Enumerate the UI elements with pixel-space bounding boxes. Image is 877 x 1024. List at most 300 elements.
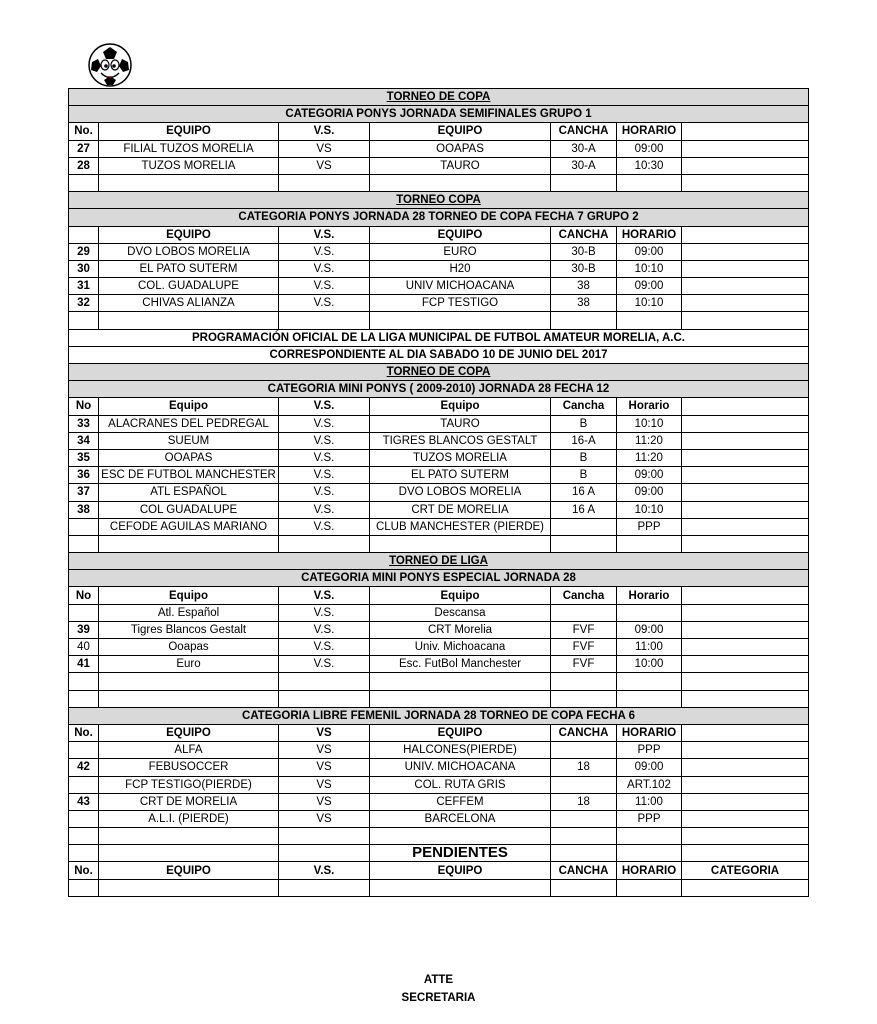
- table-row: [69, 432, 809, 449]
- table-cell: OOAPAS: [99, 449, 279, 466]
- column-header: Cancha: [551, 398, 617, 415]
- footer-atte: ATTE: [423, 974, 454, 986]
- table-cell: A.L.I. (PIERDE): [99, 810, 279, 827]
- column-header: V.S.: [279, 398, 370, 415]
- table-row: [69, 209, 809, 226]
- column-header: [682, 724, 809, 741]
- table-cell: FCP TESTIGO(PIERDE): [99, 776, 279, 793]
- table-cell: V.S.: [279, 260, 370, 277]
- table-row: [69, 329, 809, 346]
- table-row: [69, 123, 809, 140]
- column-header: [682, 226, 809, 243]
- column-header: No.: [69, 862, 99, 879]
- column-header: EQUIPO: [99, 724, 279, 741]
- table-row: [69, 673, 809, 690]
- table-cell: [551, 174, 617, 191]
- table-cell: 16-A: [551, 432, 617, 449]
- table-cell: FILIAL TUZOS MORELIA: [99, 140, 279, 157]
- table-cell: [617, 828, 682, 845]
- table-cell: COL. GUADALUPE: [99, 278, 279, 295]
- table-cell: [99, 174, 279, 191]
- table-cell: [682, 312, 809, 329]
- section-title: TORNEO DE COPA: [69, 89, 809, 106]
- table-cell: V.S.: [279, 295, 370, 312]
- table-cell: [370, 690, 551, 707]
- column-header: V.S.: [279, 587, 370, 604]
- column-header: EQUIPO: [99, 226, 279, 243]
- table-row: [69, 759, 809, 776]
- table-cell: SUEUM: [99, 432, 279, 449]
- column-header: HORARIO: [617, 226, 682, 243]
- section-title: CATEGORIA MINI PONYS ESPECIAL JORNADA 28: [69, 570, 809, 587]
- table-cell: EL PATO SUTERM: [99, 260, 279, 277]
- table-cell: 28: [69, 157, 99, 174]
- table-cell: H20: [370, 260, 551, 277]
- table-cell: [69, 673, 99, 690]
- table-cell: [682, 690, 809, 707]
- table-row: [69, 776, 809, 793]
- table-cell: [279, 312, 370, 329]
- table-cell: B: [551, 415, 617, 432]
- table-cell: Esc. FutBol Manchester: [370, 656, 551, 673]
- column-header: CANCHA: [551, 123, 617, 140]
- table-cell: CRT DE MORELIA: [99, 793, 279, 810]
- column-header: HORARIO: [617, 724, 682, 741]
- table-cell: [99, 879, 279, 896]
- table-cell: [682, 879, 809, 896]
- table-row: [69, 535, 809, 552]
- column-header: CANCHA: [551, 862, 617, 879]
- table-cell: 10:10: [617, 295, 682, 312]
- table-cell: [682, 140, 809, 157]
- table-row: [69, 656, 809, 673]
- table-cell: [551, 535, 617, 552]
- table-row: [69, 364, 809, 381]
- column-header: [682, 123, 809, 140]
- column-header: EQUIPO: [370, 226, 551, 243]
- table-cell: 09:00: [617, 484, 682, 501]
- table-row: [69, 312, 809, 329]
- table-cell: V.S.: [279, 656, 370, 673]
- table-cell: Ooapas: [99, 639, 279, 656]
- table-cell: CHIVAS ALIANZA: [99, 295, 279, 312]
- table-cell: 09:00: [617, 278, 682, 295]
- table-cell: [279, 690, 370, 707]
- table-cell: CEFODE AGUILAS MARIANO: [99, 518, 279, 535]
- table-cell: [682, 656, 809, 673]
- table-cell: [370, 535, 551, 552]
- section-title: TORNEO COPA: [69, 192, 809, 209]
- section-title: CATEGORIA MINI PONYS ( 2009-2010) JORNADA 28 FECHA 12: [69, 381, 809, 398]
- table-row: [69, 398, 809, 415]
- table-cell: HALCONES(PIERDE): [370, 742, 551, 759]
- table-cell: DVO LOBOS MORELIA: [99, 243, 279, 260]
- table-cell: 10:30: [617, 157, 682, 174]
- table-cell: [69, 690, 99, 707]
- table-row: [69, 793, 809, 810]
- table-row: [69, 828, 809, 845]
- table-cell: [69, 810, 99, 827]
- table-cell: 09:00: [617, 243, 682, 260]
- table-cell: [682, 845, 809, 862]
- column-header: Cancha: [551, 587, 617, 604]
- table-cell: 35: [69, 449, 99, 466]
- table-row: [69, 278, 809, 295]
- table-cell: VS: [279, 810, 370, 827]
- table-cell: [279, 879, 370, 896]
- table-cell: [69, 845, 99, 862]
- table-cell: V.S.: [279, 621, 370, 638]
- table-cell: 41: [69, 656, 99, 673]
- table-cell: [99, 673, 279, 690]
- table-cell: [617, 845, 682, 862]
- table-cell: Tigres Blancos Gestalt: [99, 621, 279, 638]
- table-row: [69, 295, 809, 312]
- table-cell: CEFFEM: [370, 793, 551, 810]
- table-cell: V.S.: [279, 518, 370, 535]
- table-cell: [279, 673, 370, 690]
- table-row: [69, 226, 809, 243]
- table-cell: [682, 621, 809, 638]
- table-cell: PPP: [617, 518, 682, 535]
- table-cell: DVO LOBOS MORELIA: [370, 484, 551, 501]
- table-cell: 09:00: [617, 140, 682, 157]
- table-cell: 10:10: [617, 260, 682, 277]
- footer-secretaria: SECRETARIA: [401, 992, 476, 1004]
- column-header: EQUIPO: [370, 123, 551, 140]
- table-cell: TAURO: [370, 157, 551, 174]
- table-cell: 16 A: [551, 484, 617, 501]
- table-cell: [682, 759, 809, 776]
- table-cell: [69, 518, 99, 535]
- table-cell: [551, 690, 617, 707]
- header-text: CORRESPONDIENTE AL DIA SABADO 10 DE JUNIO DEL 2017: [69, 346, 809, 363]
- table-cell: [617, 673, 682, 690]
- table-cell: [370, 673, 551, 690]
- table-cell: B: [551, 449, 617, 466]
- table-cell: V.S.: [279, 415, 370, 432]
- table-cell: EURO: [370, 243, 551, 260]
- table-row: [69, 484, 809, 501]
- table-row: [69, 879, 809, 896]
- table-cell: [682, 828, 809, 845]
- table-cell: [279, 535, 370, 552]
- table-row: [69, 346, 809, 363]
- column-header: Equipo: [99, 398, 279, 415]
- column-header: [69, 226, 99, 243]
- table-cell: 38: [551, 278, 617, 295]
- table-cell: 36: [69, 467, 99, 484]
- table-row: [69, 415, 809, 432]
- table-row: [69, 604, 809, 621]
- column-header: CATEGORIA: [682, 862, 809, 879]
- section-title: CATEGORIA LIBRE FEMENIL JORNADA 28 TORNEO DE COPA FECHA 6: [69, 707, 809, 724]
- pending-title: PENDIENTES: [370, 845, 551, 862]
- table-cell: 43: [69, 793, 99, 810]
- table-cell: VS: [279, 759, 370, 776]
- table-cell: [617, 535, 682, 552]
- table-cell: [551, 828, 617, 845]
- table-cell: 09:00: [617, 621, 682, 638]
- table-cell: COL GUADALUPE: [99, 501, 279, 518]
- table-cell: [99, 312, 279, 329]
- table-cell: Univ. Michoacana: [370, 639, 551, 656]
- table-row: [69, 157, 809, 174]
- table-cell: 34: [69, 432, 99, 449]
- table-cell: [682, 518, 809, 535]
- table-cell: [682, 295, 809, 312]
- table-cell: [551, 518, 617, 535]
- table-cell: 09:00: [617, 759, 682, 776]
- table-cell: EL PATO SUTERM: [370, 467, 551, 484]
- table-row: [69, 106, 809, 123]
- table-cell: COL. RUTA GRIS: [370, 776, 551, 793]
- section-title: CATEGORIA PONYS JORNADA 28 TORNEO DE COPA FECHA 7 GRUPO 2: [69, 209, 809, 226]
- table-cell: VS: [279, 776, 370, 793]
- table-cell: TUZOS MORELIA: [99, 157, 279, 174]
- table-cell: [682, 742, 809, 759]
- table-row: [69, 449, 809, 466]
- table-cell: 38: [551, 295, 617, 312]
- table-cell: [551, 776, 617, 793]
- table-cell: CRT Morelia: [370, 621, 551, 638]
- column-header: Equipo: [370, 398, 551, 415]
- column-header: Horario: [617, 587, 682, 604]
- table-cell: [69, 879, 99, 896]
- table-cell: 32: [69, 295, 99, 312]
- table-cell: [682, 776, 809, 793]
- table-row: [69, 845, 809, 862]
- column-header: EQUIPO: [370, 862, 551, 879]
- table-cell: [551, 845, 617, 862]
- table-cell: TIGRES BLANCOS GESTALT: [370, 432, 551, 449]
- column-header: EQUIPO: [370, 724, 551, 741]
- table-cell: V.S.: [279, 243, 370, 260]
- table-cell: V.S.: [279, 449, 370, 466]
- table-row: [69, 243, 809, 260]
- table-cell: [617, 879, 682, 896]
- table-cell: VS: [279, 793, 370, 810]
- table-cell: [617, 312, 682, 329]
- table-row: [69, 621, 809, 638]
- table-cell: VS: [279, 140, 370, 157]
- table-cell: [682, 484, 809, 501]
- table-cell: [682, 501, 809, 518]
- table-cell: [551, 742, 617, 759]
- table-cell: 27: [69, 140, 99, 157]
- table-cell: 11:20: [617, 449, 682, 466]
- section-title: TORNEO DE LIGA: [69, 553, 809, 570]
- table-cell: 10:10: [617, 415, 682, 432]
- table-row: [69, 260, 809, 277]
- table-cell: 11:20: [617, 432, 682, 449]
- section-title: CATEGORIA PONYS JORNADA SEMIFINALES GRUPO 1: [69, 106, 809, 123]
- table-cell: TUZOS MORELIA: [370, 449, 551, 466]
- table-cell: 18: [551, 759, 617, 776]
- table-cell: [69, 535, 99, 552]
- column-header: V.S.: [279, 862, 370, 879]
- table-row: [69, 707, 809, 724]
- table-cell: [682, 415, 809, 432]
- table-cell: BARCELONA: [370, 810, 551, 827]
- table-cell: [370, 312, 551, 329]
- table-cell: 31: [69, 278, 99, 295]
- soccer-ball-logo: [86, 42, 134, 88]
- table-cell: [551, 810, 617, 827]
- table-cell: [69, 174, 99, 191]
- table-cell: 30-B: [551, 260, 617, 277]
- table-cell: [682, 432, 809, 449]
- column-header: EQUIPO: [99, 123, 279, 140]
- column-header: CANCHA: [551, 724, 617, 741]
- table-cell: 09:00: [617, 467, 682, 484]
- table-row: [69, 570, 809, 587]
- table-cell: 29: [69, 243, 99, 260]
- table-row: [69, 192, 809, 209]
- table-cell: FVF: [551, 656, 617, 673]
- table-cell: V.S.: [279, 484, 370, 501]
- table-cell: [370, 879, 551, 896]
- table-cell: [551, 312, 617, 329]
- table-cell: UNIV MICHOACANA: [370, 278, 551, 295]
- table-cell: 10:00: [617, 656, 682, 673]
- table-cell: UNIV. MICHOACANA: [370, 759, 551, 776]
- table-row: [69, 467, 809, 484]
- table-cell: 11:00: [617, 639, 682, 656]
- table-cell: [69, 604, 99, 621]
- table-cell: [370, 828, 551, 845]
- column-header: [682, 398, 809, 415]
- table-cell: VS: [279, 742, 370, 759]
- column-header: No.: [69, 123, 99, 140]
- table-cell: 30: [69, 260, 99, 277]
- column-header: HORARIO: [617, 862, 682, 879]
- table-cell: [370, 174, 551, 191]
- table-cell: [682, 174, 809, 191]
- column-header: EQUIPO: [99, 862, 279, 879]
- section-title: TORNEO DE COPA: [69, 364, 809, 381]
- table-cell: 11:00: [617, 793, 682, 810]
- column-header: Horario: [617, 398, 682, 415]
- column-header: V.S.: [279, 226, 370, 243]
- table-cell: [682, 810, 809, 827]
- table-cell: FCP TESTIGO: [370, 295, 551, 312]
- table-cell: 38: [69, 501, 99, 518]
- table-cell: [551, 879, 617, 896]
- table-cell: ART.102: [617, 776, 682, 793]
- table-cell: [279, 828, 370, 845]
- table-cell: [682, 449, 809, 466]
- table-row: [69, 724, 809, 741]
- table-cell: CRT DE MORELIA: [370, 501, 551, 518]
- column-header: Equipo: [99, 587, 279, 604]
- table-cell: V.S.: [279, 432, 370, 449]
- table-cell: ATL ESPAÑOL: [99, 484, 279, 501]
- table-cell: 30-A: [551, 157, 617, 174]
- table-cell: V.S.: [279, 604, 370, 621]
- column-header: CANCHA: [551, 226, 617, 243]
- table-row: [69, 553, 809, 570]
- column-header: V.S.: [279, 123, 370, 140]
- table-cell: [69, 776, 99, 793]
- table-cell: OOAPAS: [370, 140, 551, 157]
- table-cell: [99, 535, 279, 552]
- table-cell: [682, 243, 809, 260]
- table-cell: [279, 174, 370, 191]
- table-cell: ALACRANES DEL PEDREGAL: [99, 415, 279, 432]
- table-cell: [682, 793, 809, 810]
- table-cell: 30-B: [551, 243, 617, 260]
- column-header: Equipo: [370, 587, 551, 604]
- table-row: [69, 639, 809, 656]
- table-cell: TAURO: [370, 415, 551, 432]
- table-row: [69, 587, 809, 604]
- table-cell: [69, 828, 99, 845]
- table-row: [69, 89, 809, 106]
- table-cell: [617, 690, 682, 707]
- table-cell: V.S.: [279, 501, 370, 518]
- table-cell: Euro: [99, 656, 279, 673]
- table-cell: [279, 845, 370, 862]
- column-header: HORARIO: [617, 123, 682, 140]
- table-cell: FVF: [551, 621, 617, 638]
- table-cell: PPP: [617, 742, 682, 759]
- table-cell: [99, 845, 279, 862]
- table-cell: [99, 690, 279, 707]
- table-cell: [617, 174, 682, 191]
- table-cell: 33: [69, 415, 99, 432]
- table-cell: 37: [69, 484, 99, 501]
- table-cell: [682, 260, 809, 277]
- table-cell: 10:10: [617, 501, 682, 518]
- column-header: VS: [279, 724, 370, 741]
- column-header: No: [69, 587, 99, 604]
- table-cell: [682, 535, 809, 552]
- table-cell: [69, 742, 99, 759]
- table-cell: [551, 673, 617, 690]
- table-cell: VS: [279, 157, 370, 174]
- table-cell: FVF: [551, 639, 617, 656]
- table-cell: Atl. Español: [99, 604, 279, 621]
- table-cell: 40: [69, 639, 99, 656]
- table-row: [69, 810, 809, 827]
- table-cell: ESC DE FUTBOL MANCHESTER: [99, 467, 279, 484]
- schedule-table: [68, 88, 809, 897]
- column-header: No: [69, 398, 99, 415]
- column-header: [682, 587, 809, 604]
- table-row: [69, 742, 809, 759]
- table-row: [69, 690, 809, 707]
- table-cell: [682, 157, 809, 174]
- table-cell: 42: [69, 759, 99, 776]
- table-row: [69, 501, 809, 518]
- table-row: [69, 381, 809, 398]
- table-cell: Descansa: [370, 604, 551, 621]
- table-cell: [99, 828, 279, 845]
- table-cell: ALFA: [99, 742, 279, 759]
- table-cell: [682, 639, 809, 656]
- header-text: PROGRAMACIÓN OFICIAL DE LA LIGA MUNICIPAL DE FUTBOL AMATEUR MORELIA, A.C.: [69, 329, 809, 346]
- table-cell: 16 A: [551, 501, 617, 518]
- table-cell: [682, 467, 809, 484]
- table-row: [69, 862, 809, 879]
- table-row: [69, 174, 809, 191]
- table-cell: PPP: [617, 810, 682, 827]
- table-cell: CLUB MANCHESTER (PIERDE): [370, 518, 551, 535]
- table-cell: 39: [69, 621, 99, 638]
- table-row: [69, 518, 809, 535]
- table-row: [69, 140, 809, 157]
